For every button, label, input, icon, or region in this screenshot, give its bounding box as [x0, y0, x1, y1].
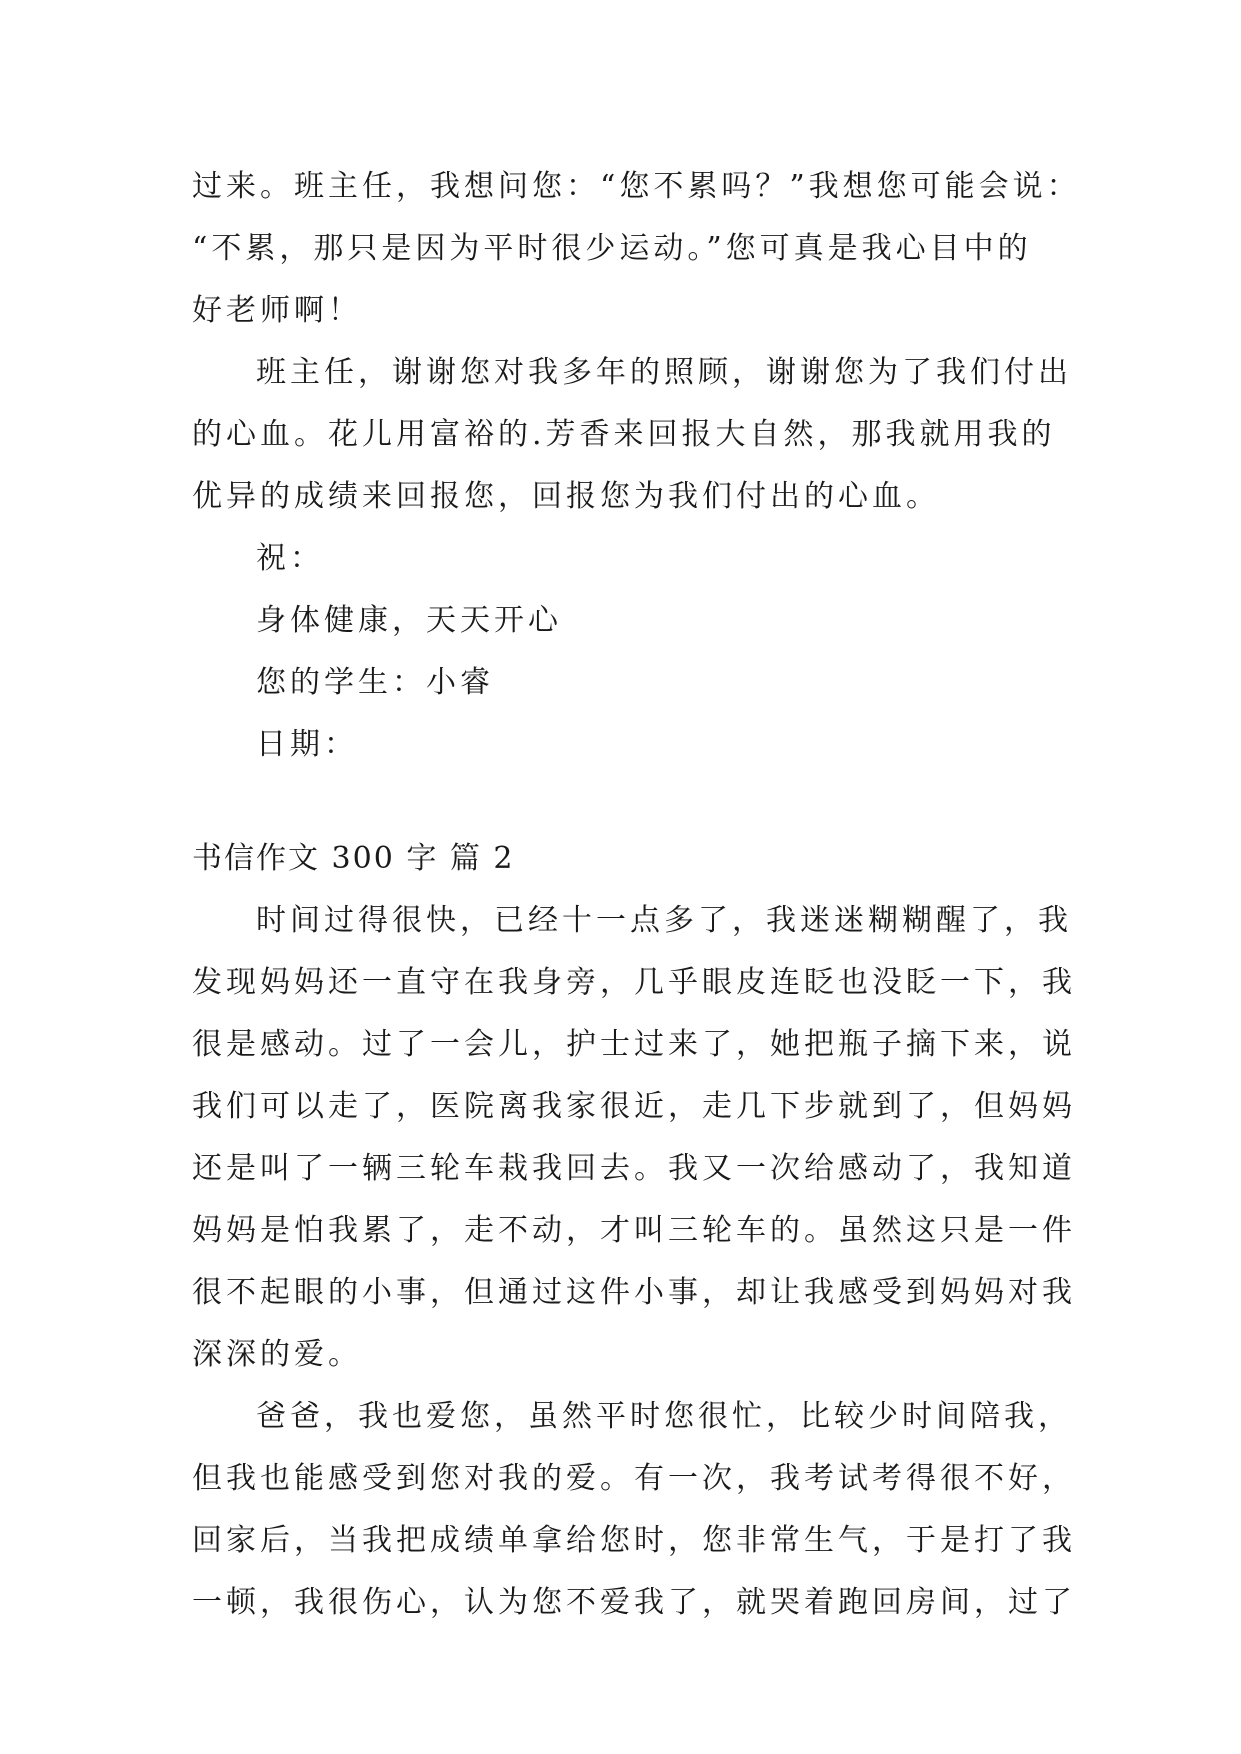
text-line: 回家后，当我把成绩单拿给您时，您非常生气，于是打了我 [192, 1523, 1076, 1558]
text-line: 时间过得很快，已经十一点多了，我迷迷糊糊醒了，我 [256, 903, 1072, 938]
document-body [192, 156, 1092, 1634]
text-line: 还是叫了一辆三轮车栽我回去。我又一次给感动了，我知道 [192, 1151, 1076, 1186]
signature-line: 您的学生：小睿 [256, 665, 494, 700]
text-line: “不累，那只是因为平时很少运动。”您可真是我心目中的 [192, 231, 1032, 266]
section-heading: 书信作文 300 字 篇 2 [192, 841, 515, 876]
text-line: 的心血。花儿用富裕的.芳香来回报大自然，那我就用我的 [192, 417, 1056, 452]
text-line: 发现妈妈还一直守在我身旁，几乎眼皮连眨也没眨一下，我 [192, 965, 1076, 1000]
text-line: 爸爸，我也爱您，虽然平时您很忙，比较少时间陪我， [256, 1399, 1072, 1434]
text-line: 妈妈是怕我累了，走不动，才叫三轮车的。虽然这只是一件 [192, 1213, 1076, 1248]
text-line: 班主任，谢谢您对我多年的照顾，谢谢您为了我们付出 [256, 355, 1072, 390]
text-line: 但我也能感受到您对我的爱。有一次，我考试考得很不好， [192, 1461, 1076, 1496]
text-line: 很是感动。过了一会儿，护士过来了，她把瓶子摘下来，说 [192, 1027, 1076, 1062]
text-line: 很不起眼的小事，但通过这件小事，却让我感受到妈妈对我 [192, 1275, 1076, 1310]
section-gap [192, 776, 1092, 828]
text-line: 优异的成绩来回报您，回报您为我们付出的心血。 [192, 479, 940, 514]
text-line: 好老师啊！ [192, 293, 362, 328]
text-line: 深深的爱。 [192, 1337, 362, 1372]
closing-wish: 身体健康，天天开心 [256, 603, 562, 638]
text-line: 过来。班主任，我想问您：“您不累吗？”我想您可能会说： [192, 169, 1081, 204]
closing-salutation: 祝： [256, 541, 324, 576]
date-line: 日期： [256, 727, 358, 762]
text-line: 一顿，我很伤心，认为您不爱我了，就哭着跑回房间，过了 [192, 1585, 1076, 1620]
text-line: 我们可以走了，医院离我家很近，走几下步就到了，但妈妈 [192, 1089, 1076, 1124]
